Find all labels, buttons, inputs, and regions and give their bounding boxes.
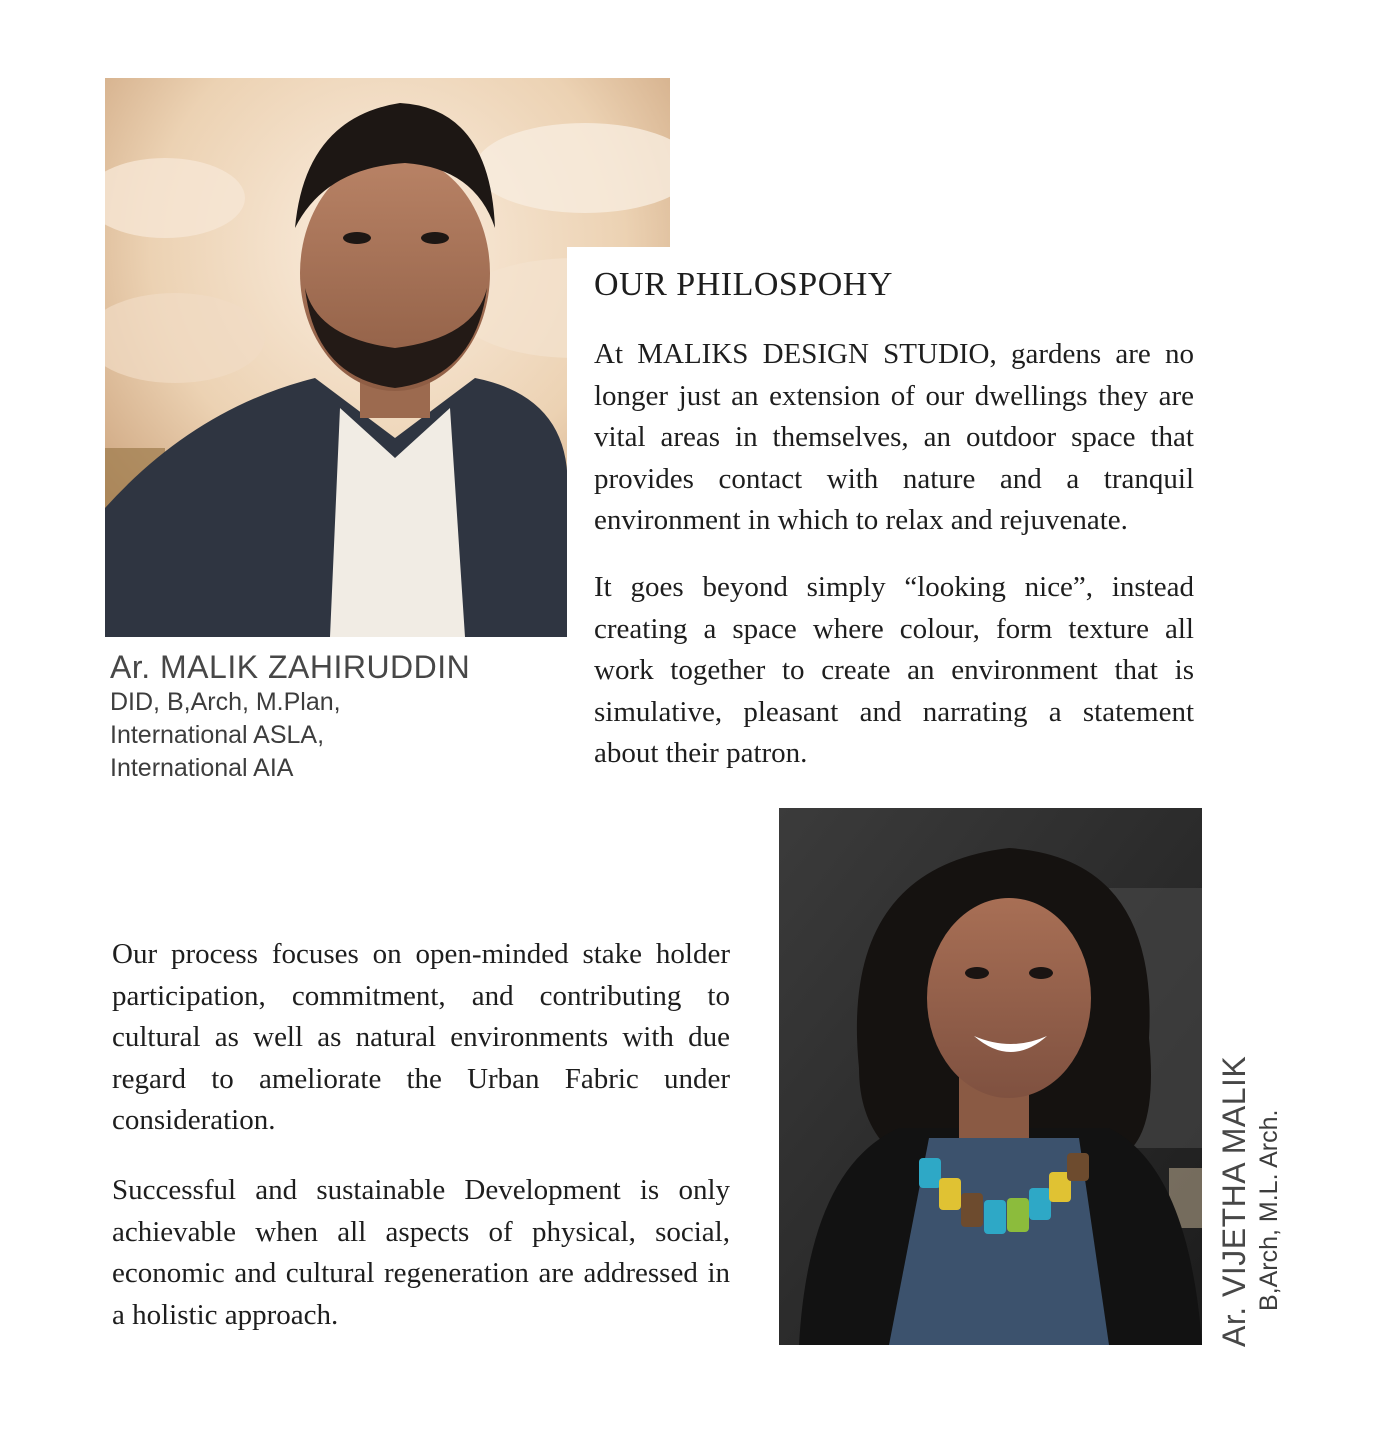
profile-caption-second (1214, 1027, 1284, 1347)
profile-name: Ar. MALIK ZAHIRUDDIN (110, 649, 471, 685)
profile-credential-line: B,Arch, M.L. Arch. (1255, 1109, 1283, 1311)
profile-name: Ar. VIJETHA MALIK (1216, 1055, 1252, 1347)
philosophy-section (594, 266, 1194, 775)
profile-credential-line: International AIA (110, 754, 294, 782)
profile-credential-line: DID, B,Arch, M.Plan, (110, 688, 341, 716)
process-paragraph: Our process focuses on open-minded stake holder participation, commitment, and contributing to cultural as well as natural environments with due regard to ameliorate the Urban Fabric under consideration. (112, 938, 730, 1137)
philosophy-paragraph: It goes beyond simply “looking nice”, instead creating a space where colour, form texture all work together to create an environment that is simulative, pleasant and narrating a statement about their patron. (594, 570, 1194, 770)
philosophy-paragraph: At MALIKS DESIGN STUDIO, gardens are no longer just an extension of our dwellings they are vital areas in themselves, an outdoor space that provides contact with nature and a tranquil environment in which to relax and rejuvenate. (594, 338, 1194, 537)
process-section (112, 934, 730, 1336)
profile-credential-line: International ASLA, (110, 721, 325, 749)
portrait-vijetha-malik (779, 808, 1202, 1345)
process-paragraph: Successful and sustainable Development is only achievable when all aspects of physical, social, economic and cultural regeneration are addressed in a holistic approach. (112, 1173, 730, 1331)
section-heading: OUR PHILOSPOHY (594, 266, 893, 303)
profile-caption-first (110, 648, 550, 785)
